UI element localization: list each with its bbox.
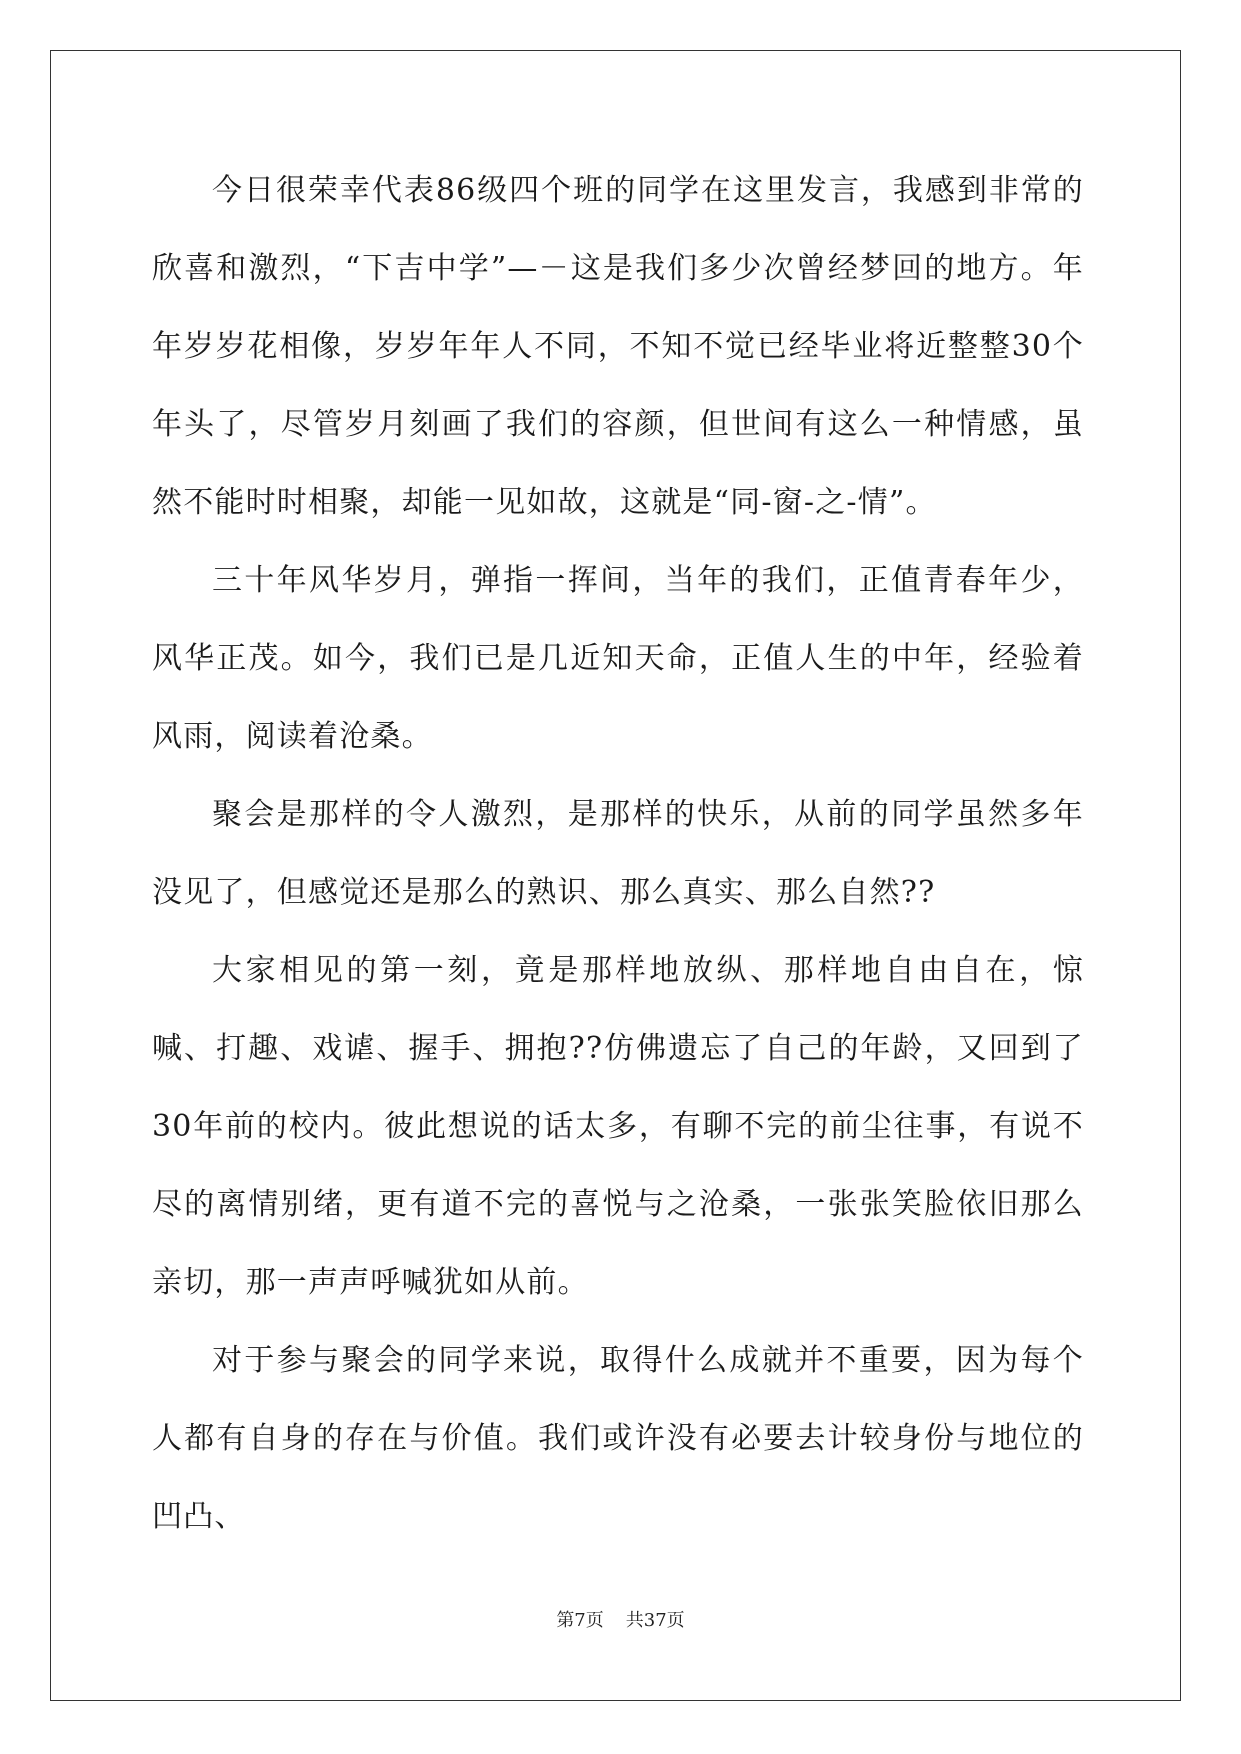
document-body xyxy=(152,152,1084,1556)
paragraph-4: 大家相见的第一刻，竟是那样地放纵、那样地自由自在，惊喊、打趣、戏谑、握手、拥抱??仿佛遗忘了自己的年龄，又回到了30年前的校内。彼此想说的话太多，有聊不完的前尘往事，有说不尽的离情别绪，更有道不完的喜悦与之沧桑，一张张笑脸依旧那么亲切，那一声声呼喊犹如从前。 xyxy=(152,953,1084,1300)
paragraph-2: 三十年风华岁月，弹指一挥间，当年的我们，正值青春年少，风华正茂。如今，我们已是几近知天命，正值人生的中年，经验着风雨，阅读着沧桑。 xyxy=(152,563,1084,754)
current-page-label: 第7页 xyxy=(556,1610,604,1631)
paragraph-1: 今日很荣幸代表86级四个班的同学在这里发言，我感到非常的欣喜和激烈，“下吉中学”—－这是我们多少次曾经梦回的地方。年年岁岁花相像，岁岁年年人不同，不知不觉已经毕业将近整整30个年头了，尽管岁月刻画了我们的容颜，但世间有这么一种情感，虽然不能时时相聚，却能一见如故，这就是“同-窗-之-情”。 xyxy=(152,173,1084,520)
page-footer xyxy=(0,1606,1241,1632)
paragraph-5: 对于参与聚会的同学来说，取得什么成就并不重要，因为每个人都有自身的存在与价值。我们或许没有必要去计较身份与地位的凹凸、 xyxy=(152,1343,1084,1534)
total-pages-label: 共37页 xyxy=(625,1610,685,1631)
paragraph-3: 聚会是那样的令人激烈，是那样的快乐，从前的同学虽然多年没见了，但感觉还是那么的熟识、那么真实、那么自然?? xyxy=(152,797,1084,910)
